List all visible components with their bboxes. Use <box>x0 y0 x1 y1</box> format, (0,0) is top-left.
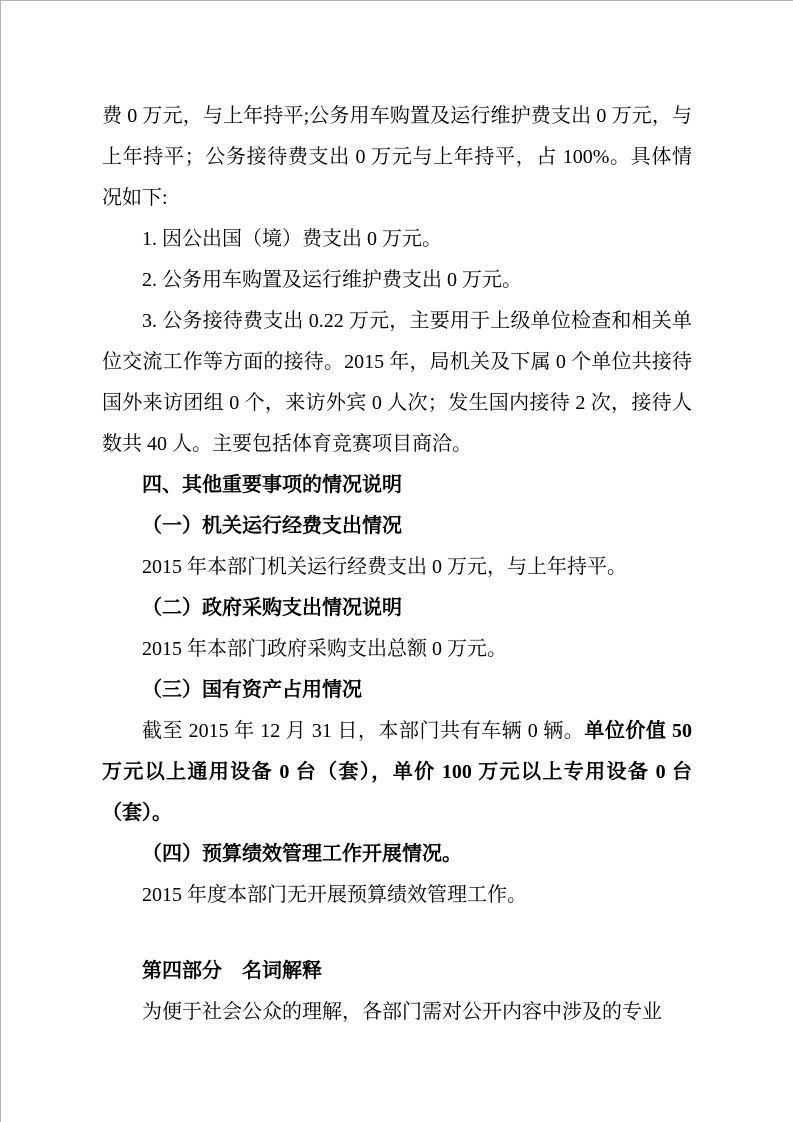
state-owned-assets-normal-run: 截至 2015 年 12 月 31 日，本部门共有车辆 0 辆。 <box>142 720 585 742</box>
paragraph-glossary-intro: 为便于社会公众的理解，各部门需对公开内容中涉及的专业 <box>142 1001 662 1023</box>
list-item-1-overseas-trips: 1. 因公出国（境）费支出 0 万元。 <box>142 228 442 250</box>
list-item-2-official-vehicles: 2. 公务用车购置及运行维护费支出 0 万元。 <box>142 269 522 291</box>
heading-sub4-budget-performance: （四）预算绩效管理工作开展情况。 <box>142 843 462 865</box>
paragraph-government-procurement: 2015 年本部门政府采购支出总额 0 万元。 <box>142 638 507 660</box>
state-owned-assets-bold-run: 单位价值 50 万元以上通用设备 0 台（套），单价 100 万元以上专用设备 0 台（套）。 <box>102 720 693 824</box>
heading-sub2-government-procurement: （二）政府采购支出情况说明 <box>142 597 402 619</box>
heading-sub3-state-owned-assets: （三）国有资产占用情况 <box>142 679 362 701</box>
list-item-3-official-reception: 3. 公务接待费支出 0.22 万元，主要用于上级单位检查和相关单位交流工作等方面的接待。2015 年，局机关及下属 0 个单位共接待国外来访团组 0 个，来访外宾 0 人次；发生国内接待 2 次，接待人数共 40 人。主要包括体育竞赛项目商洽。 <box>102 310 692 455</box>
paragraph-operating-expenses: 2015 年本部门机关运行经费支出 0 万元，与上年持平。 <box>142 556 627 578</box>
carryover-paragraph: 费 0 万元，与上年持平;公务用车购置及运行维护费支出 0 万元，与上年持平；公务接待费支出 0 万元与上年持平，占 100%。具体情况如下: <box>102 105 692 209</box>
paragraph-budget-performance: 2015 年度本部门无开展预算绩效管理工作。 <box>142 884 527 906</box>
heading-sub1-operating-expenses: （一）机关运行经费支出情况 <box>142 515 402 537</box>
heading-section-four-other-important-matters: 四、其他重要事项的情况说明 <box>142 474 402 496</box>
heading-part-four-glossary: 第四部分 名词解释 <box>142 960 322 982</box>
paragraph-state-owned-assets <box>102 711 692 834</box>
